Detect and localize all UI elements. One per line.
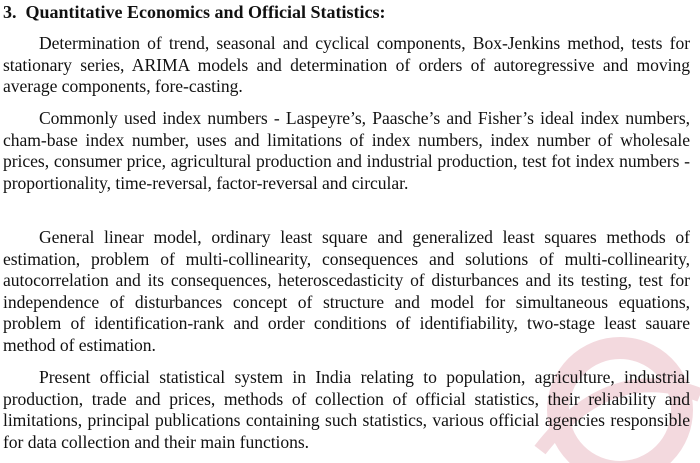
paragraph-official-statistics: Present official statistical system in India relating to population, agriculture, industrial production, trade and prices, methods of collection of official statistics, their reliability and limitations, principal publications containing such statistics, various official agencies responsible for data collection and their main functions. [3,367,690,452]
section-title: Quantitative Economics and Official Statistics: [25,2,386,22]
paragraph-time-series: Determination of trend, seasonal and cyclical components, Box-Jenkins method, tests for stationary series, ARIMA models and determination of orders of autoregressive and moving average components, fore-casting. [3,33,690,97]
section-heading [3,1,385,23]
paragraph-linear-model: General linear model, ordinary least square and generalized least squares methods of estimation, problem of multi-collinearity, consequences and solutions of multi-collinearity, autocorrelation and its consequences, heteroscedasticity of disturbances and its testing, test for independence of disturbances concept of structure and model for simultaneous equations, problem of identification-rank and order conditions of identifiability, two-stage least sauare method of estimation. [3,227,690,355]
section-number: 3. [3,2,17,22]
paragraph-index-numbers: Commonly used index numbers - Laspeyre’s, Paasche’s and Fisher’s ideal index numbers, cham-base index number, uses and limitations of index numbers, index number of wholesale prices, consumer price, agricultural production and industrial production, test fot index numbers -proportionality, time-reversal, factor-reversal and circular. [3,108,690,193]
